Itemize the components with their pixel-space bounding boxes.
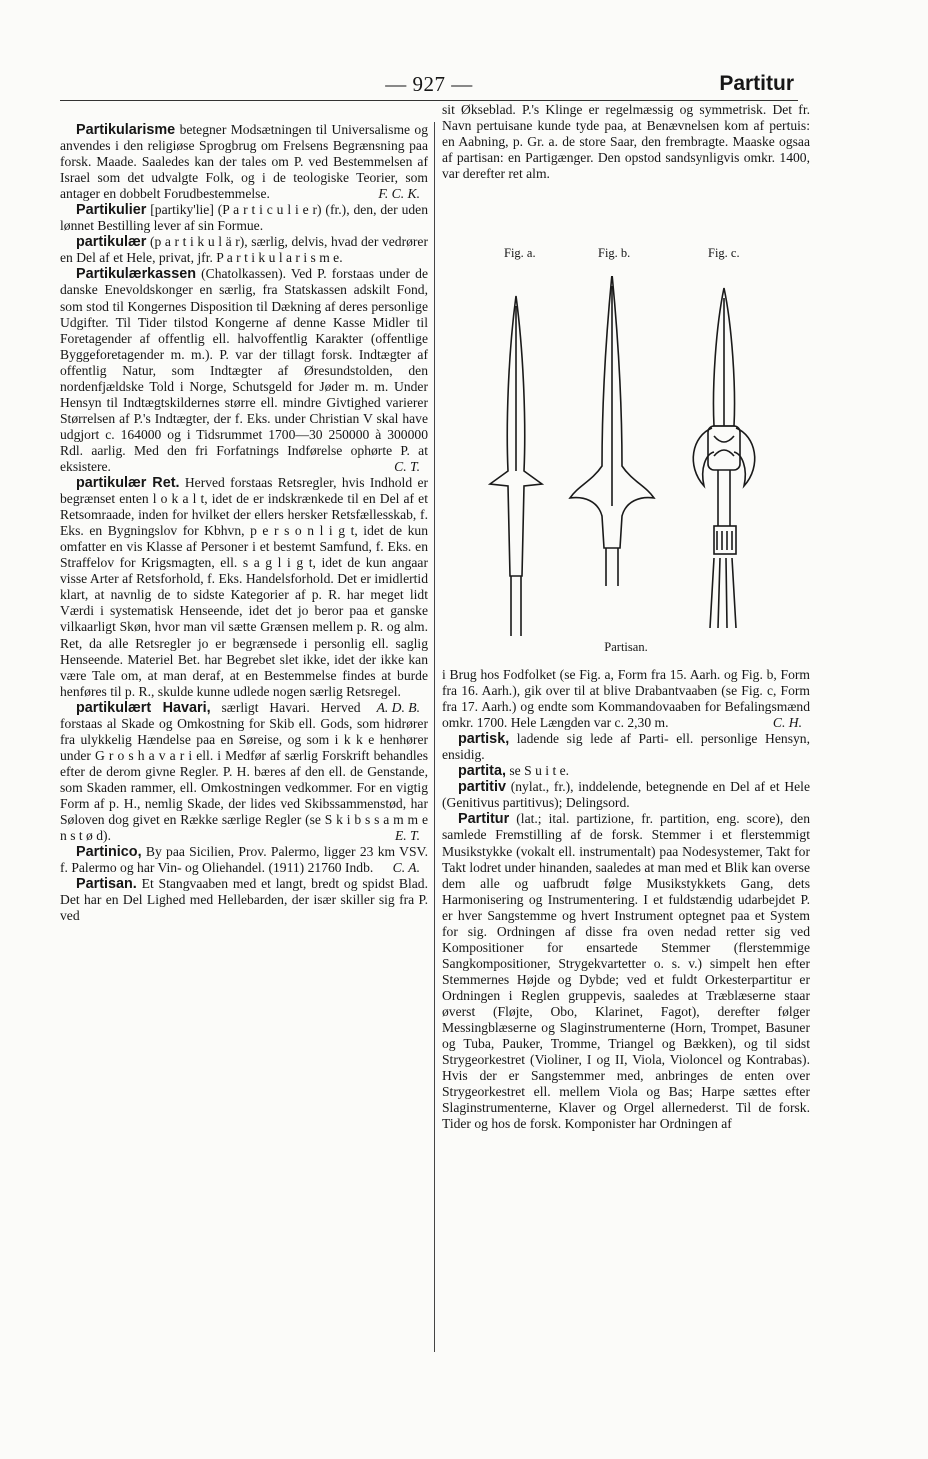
column-divider (434, 122, 435, 1352)
headword: Partikulærkassen (76, 266, 196, 283)
page-header (60, 66, 798, 102)
entry (60, 234, 428, 266)
entry-text: (nylat., fr.), inddelende, betegnende en Del af et Hele (Genitivus partitivus); Delingsord. (442, 779, 810, 811)
headword: partikulær Ret. (76, 475, 180, 492)
author-signature: C. H. (772, 715, 802, 731)
partisan-fig-a (490, 296, 542, 636)
partisan-fig-b (570, 276, 654, 586)
partisan-illustration (442, 276, 810, 636)
entry (442, 779, 810, 811)
headword: partisk, (458, 731, 510, 748)
entry-continuation: sit Økseblad. P.'s Klinge er regelmæssig og symmetrisk. Det fr. Navn pertuisane kunde tyde paa, at Benævnelsen kom af pertuis: en Aabning, p. Gr. a. de store Saar, den frembragte. Maaske ogsaa af partisan: en Partigænger. Den opstod sandsynligvis omkr. 1400, var derefter ret alm. (442, 102, 810, 182)
partisan-fig-c (693, 288, 754, 628)
headword: partita, (458, 763, 506, 780)
running-head: Partitur (719, 72, 794, 95)
entry (442, 763, 810, 779)
headword: partikulært Havari, (76, 699, 211, 716)
entry-text: betegner Modsætningen til Universalisme og anvendes i den religiøse Sprogbrug om Frelsens Begrænsning paa forsk. Maade. Saaledes kan der tales om P. ved Bestemmelsen af Israel som det udvalgte Folk, og i de teologiske Teorier, som antager en dobbelt Forudbestemmelse. (60, 122, 428, 202)
header-rule (60, 100, 798, 101)
entry (60, 202, 428, 234)
entry-text: (Chatolkassen). Ved P. forstaas under de danske Enevoldskonger en særlig, fra Statskassen adskilt Fond, som stod til Kongernes Disposition til Dækning af deres personlige Udgifter. Til Tider tilstod Kongerne af denne Kasse Midler til Foretagender af offentlig ell. halvoffentlig Karakter (offentlige Byggeforetagender m. m.). P. var der tillagt forsk. Indtægter af offentlig Natur, som Indtægter af Øresundstolden, den nordenfjældske Told i Norge, Schutsgeld for Jøder m. m. Under Hensyn til Indtægtskildernes større ell. mindre Givtighed varierer Størrelsen af P.'s Indtægter, der f. Eks. under Christian V skal have udgjort c. 164000 og i Tidsrummet 1700—30 250000 à 300000 Rdl. aarlig. Med den fri Forfatnings Indførelse ophørte P. at eksistere. (60, 266, 428, 474)
figure-label-a: Fig. a. (504, 246, 536, 260)
author-signature: C. A. (392, 860, 420, 876)
headword: Partisan. (76, 876, 137, 893)
left-column (60, 122, 428, 924)
entry (60, 266, 428, 475)
headword: Partinico, (76, 844, 142, 861)
entry-text: Et Stangvaaben med et langt, bredt og spidst Blad. Det har en Del Lighed med Hellebarden, der især skiller sig fra P. ved (60, 876, 428, 924)
figure-caption: Partisan. (604, 640, 648, 654)
partisan-figure (442, 246, 810, 664)
entry (442, 811, 810, 1132)
headword: partikulær (76, 234, 147, 251)
entry-text: Herved forstaas Retsregler, hvis Indhold er begrænset enten l o k a l t, idet de er indskrænkede til en Del af et Retsomraade, inden for hvilket der ellers hersker Retsfællesskab, f. Eks. en Bygningslov for Kbhvn, p e r s o n l i g t, idet de kun omfatter en vis Klasse af Personer i et bestemt Samfund, f. Eks. en Straffelov for Krigsmagten, ell. s a g l i g t, idet de kun angaar visse Arter af Retsforhold, f. Eks. Handelsforhold. Det er imidlertid klart, at navnlig de to sidste Kategorier af p. R. har meget lidt Værdi i systematisk Henseende, idet det jo beror paa et ganske vilkaarligt Skøn, hvor man vil sætte Grænsen mellem p. R. og alm. Ret, da alle Retsregler jo er begrænsede i personlig ell. saglig Henseende. Materiel Bet. har Begrebet slet ikke, idet der ikke kan være Tale om, at man deraf, at en Bestemmelse findes at burde henføres til p. R., skulde kunne udlede nogen særlig Retsregel. (60, 475, 429, 699)
entry (60, 700, 428, 844)
author-signature: F. C. K. (378, 186, 420, 202)
page-number: — 927 — (385, 72, 473, 96)
entry-text: se S u i t e. (509, 763, 570, 779)
entry (60, 122, 428, 202)
entry-text: (p a r t i k u l ä r), særlig, delvis, hvad der vedrører en Del af et Hele, privat, jfr. P a r t i k u l a r i s m e. (60, 234, 428, 266)
headword: Partitur (458, 811, 510, 828)
entry (60, 844, 428, 876)
figure-label-b: Fig. b. (598, 246, 631, 260)
headword: Partikulier (76, 202, 147, 219)
right-column-bottom (442, 667, 810, 1132)
entry-text: i Brug hos Fodfolket (se Fig. a, Form fra 15. Aarh. og Fig. b, Form fra 16. Aarh.), gik over til at blive Drabantvaaben (se Fig. c, Form fra 17. Aarh.) og endte som Kommandovaaben for Befalingsmænd omkr. 1700. Hele Længden var c. 2,30 m. (442, 667, 810, 731)
author-signature: A. D. B. (376, 699, 420, 715)
entry (442, 731, 810, 763)
entry (60, 876, 428, 924)
entry-text: (lat.; ital. partizione, fr. partition, eng. score), den samlede Fremstilling af de forsk. Stemmer i et flerstemmigt Musikstykke (vokalt ell. instrumentalt) paa Nodesystemer, Takt for Takt lodret under hinanden, saaledes at man med et Blik kan overse dem alle og uafbrudt følge Musikstykkets Gang, dets Harmonisering og Instrumentering. I et fuldstændig udarbejdet P. er hver Sangstemme og hvert Instrument optegnet paa et System for sig. Ordningen af disse fra oven nedad retter sig ved Kompositioner for ensartede Stemmer (flerstemmige Sangkompositioner, Strygekvartetter o. s. v.) simpelt hen efter Stemmernes Højde og Dybde; ved et fuldt Orkesterpartitur er Ordningen i Reglen gruppevis, saaledes at Træblæserne staar øverst (Fløjte, Obo, Klarinet, Fagot), derefter følger Messingblæserne og Slaginstrumenterne (Horn, Trompet, Basuner og Tuba, Pauker, Tromme, Triangel og Bækken), og til sidst Strygeorkestret (Violiner, I og II, Viola, Violoncel og Kontrabas). Hvis der er Sangstemmer med, anbringes de enten over Strygeorkestret ell. mellem Viola og Bas; Harpe sættes efter Slaginstrumenterne, Klaver og Orgel allernederst. Til de forsk. Tider og hos de forsk. Komponister har Ordningen af (442, 811, 810, 1132)
right-column-top (442, 102, 810, 182)
headword: Partikularisme (76, 122, 176, 138)
figure-label-c: Fig. c. (708, 246, 740, 260)
author-signature: E. T. (394, 828, 420, 844)
entry-text: [partiky'lie] (P a r t i c u l i e r) (fr.), den, der uden lønnet Bestilling lever af sin Formue. (60, 202, 428, 234)
headword: partitiv (458, 779, 506, 796)
entry-text: særligt Havari. Herved forstaas al Skade og Omkostning for Skib ell. Gods, som hidrører fra ulykkelig Hændelse paa en Søreise, og som i k k e henhører under G r o s h a v a r i ell. i Medfør af særlig Forskrift behandles efter de derom givne Regler. P. H. bæres af den ell. de Genstande, som Skaden rammer, ell. Omkostningen vedkommer. For en vigtig Form af p. H., nemlig Skade, der lides ved Skibssammenstød, har Søloven dog givet en Række særlige Regler (se S k i b s s a m m e n s t ø d). (60, 699, 428, 844)
entry-text: By paa Sicilien, Prov. Palermo, ligger 23 km VSV. f. Palermo og har Vin- og Oliehandel. (1911) 21760 Indb. (60, 844, 428, 876)
entry-continuation (442, 667, 810, 731)
author-signature: C. T. (394, 458, 420, 474)
entry-text: ladende sig lede af Parti- ell. personlige Hensyn, ensidig. (442, 731, 810, 763)
